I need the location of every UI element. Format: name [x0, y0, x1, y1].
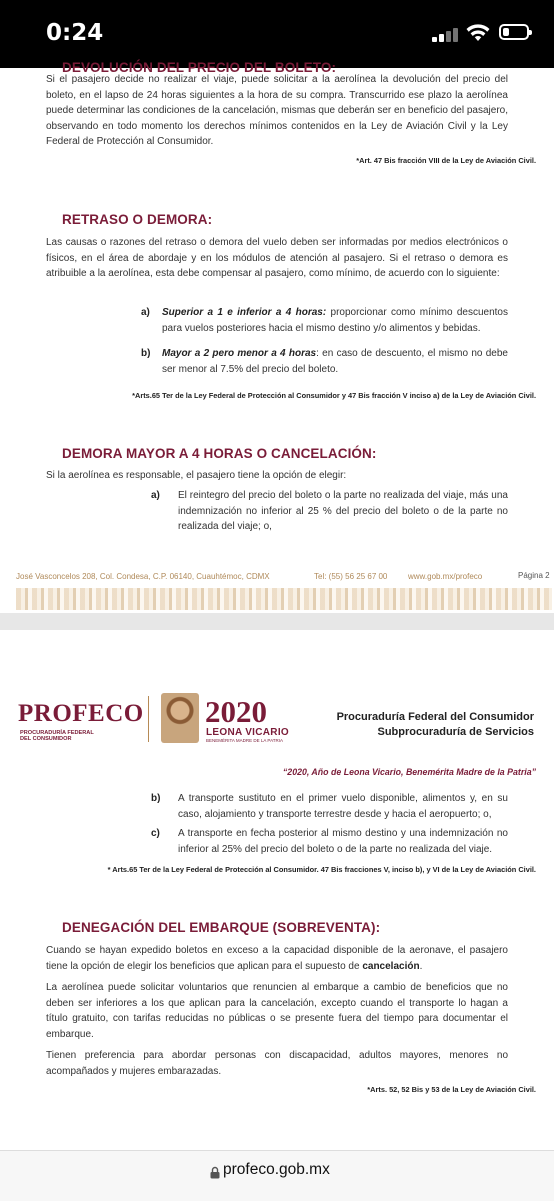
list-item: a) Superior a 1 e inferior a 4 horas: proporcionar como mínimo descuentos para vuelos posteriores hacia el mismo destino y/o alimentos y bebidas. — [141, 307, 508, 334]
list-item: c) A transporte en fecha posterior al mismo destino y una indemnización no inferior al 25% del precio del boleto o de la parte no realizada del viaje. — [151, 828, 508, 855]
section-title-delay: RETRASO O DEMORA: — [62, 212, 213, 227]
document-page-2 — [0, 60, 554, 613]
legal-reference: * Arts.65 Ter de la Ley Federal de Protección al Consumidor. 47 Bis fracciones V, inciso b), y VI de la Ley de Aviación Civil. — [107, 865, 536, 874]
year-name: LEONA VICARIO — [206, 727, 289, 738]
section-title-refund: DEVOLUCIÓN DEL PRECIO DEL BOLETO: — [62, 60, 337, 75]
profeco-logo-subtitle: PROCURADURÍA FEDERAL DEL CONSUMIDOR — [20, 730, 94, 742]
lock-icon — [210, 1166, 220, 1179]
legal-reference: *Art. 47 Bis fracción VIII de la Ley de Aviación Civil. — [356, 156, 536, 165]
browser-url[interactable]: profeco.gob.mx — [223, 1161, 330, 1178]
signal-bars-icon — [432, 26, 460, 42]
section-text-delay: Las causas o razones del retraso o demora del vuelo deben ser informadas por medios electrónicos o físicos, en el área de abordaje y en los módulos de atención al pasajero. Si el retraso o demora es atribuible a la aerolínea, esta debe compensar al pasajero, como mínimo, de acuerdo con lo siguiente: — [46, 237, 508, 279]
document-page-3 — [0, 630, 554, 1150]
list-item: b) A transporte sustituto en el primer vuelo disponible, alimentos y, en su caso, alojamiento y transporte terrestre desde y hacia el aeropuerto; o, — [151, 793, 508, 820]
section-text-refund: Si el pasajero decide no realizar el viaje, puede solicitar a la aerolínea la devolución del precio del boleto, en el lapso de 24 horas siguientes a la hora de su compra. Transcurrido ese plazo la aerolínea puede determinar las condiciones de la cancelación, mismas que deberán ser en beneficio del pasajero, observando en todo momento los derechos mínimos contenidos en la Ley de Aviación Civil y la Ley Federal de Protección al Consumidor. — [46, 74, 508, 147]
list-item: b) Mayor a 2 pero menor a 4 horas: en caso de descuento, el mismo no debe ser menor al 7.5% del precio del boleto. — [141, 348, 508, 375]
section-text-overbooking: Cuando se hayan expedido boletos en exceso a la capacidad disponible de la aeronave, el pasajero tiene la opción de elegir los beneficios que aplican para el supuesto de cancelación. — [46, 945, 508, 972]
status-time: 0:24 — [46, 20, 104, 46]
decorative-pattern — [16, 588, 552, 610]
page-number: Página 2 — [518, 571, 550, 580]
legal-reference: *Arts.65 Ter de la Ley Federal de Protección al Consumidor y 47 Bis fracción V inciso a) de la Ley de Aviación Civil. — [132, 391, 536, 400]
organization-name: Procuraduría Federal del Consumidor — [336, 711, 534, 723]
battery-low-icon — [499, 24, 529, 40]
footer-address: José Vasconcelos 208, Col. Condesa, C.P. 06140, Cuauhtémoc, CDMX — [16, 572, 270, 581]
section-text-volunteers: La aerolínea puede solicitar voluntarios que renuncien al embarque a cambio de beneficios que no deben ser inferiores a los que aplican para la cancelación, excepto cuando el transporte lo hagan a título gratuito, con tarifas reducidas no públicas o se presente fuera del tiempo para documentar el embarque. — [46, 982, 508, 1040]
list-item: a) El reintegro del precio del boleto o la parte no realizada del viaje, más una indemnización no inferior al 25 % del precio del boleto o de la parte no realizada del viaje; o, — [151, 490, 508, 532]
section-text-priority: Tienen preferencia para abordar personas con discapacidad, adultos mayores, menores no acompañados y mujeres embarazadas. — [46, 1050, 508, 1077]
legal-reference: *Arts. 52, 52 Bis y 53 de la Ley de Aviación Civil. — [367, 1085, 536, 1094]
section-title-overbooking: DENEGACIÓN DEL EMBARQUE (SOBREVENTA): — [62, 920, 381, 935]
profeco-logo: PROFECO — [18, 700, 144, 727]
organization-department: Subprocuraduría de Servicios — [377, 726, 534, 738]
page-separator — [0, 613, 554, 630]
header-divider — [148, 696, 149, 742]
year-logo: 2020 — [205, 694, 267, 729]
footer-phone: Tel: (55) 56 25 67 00 — [314, 572, 388, 581]
footer-website: www.gob.mx/profeco — [408, 572, 483, 581]
year-subtitle: BENEMÉRITA MADRE DE LA PATRIA — [206, 738, 284, 743]
year-motto: “2020, Año de Leona Vicario, Benemérita Madre de la Patria” — [282, 767, 536, 777]
wifi-icon — [465, 23, 491, 43]
section-text-long-delay: Si la aerolínea es responsable, el pasajero tiene la opción de elegir: — [46, 470, 347, 481]
status-bar — [0, 0, 554, 68]
section-title-long-delay: DEMORA MAYOR A 4 HORAS O CANCELACIÓN: — [62, 446, 377, 461]
leona-vicario-portrait-icon — [161, 693, 199, 743]
